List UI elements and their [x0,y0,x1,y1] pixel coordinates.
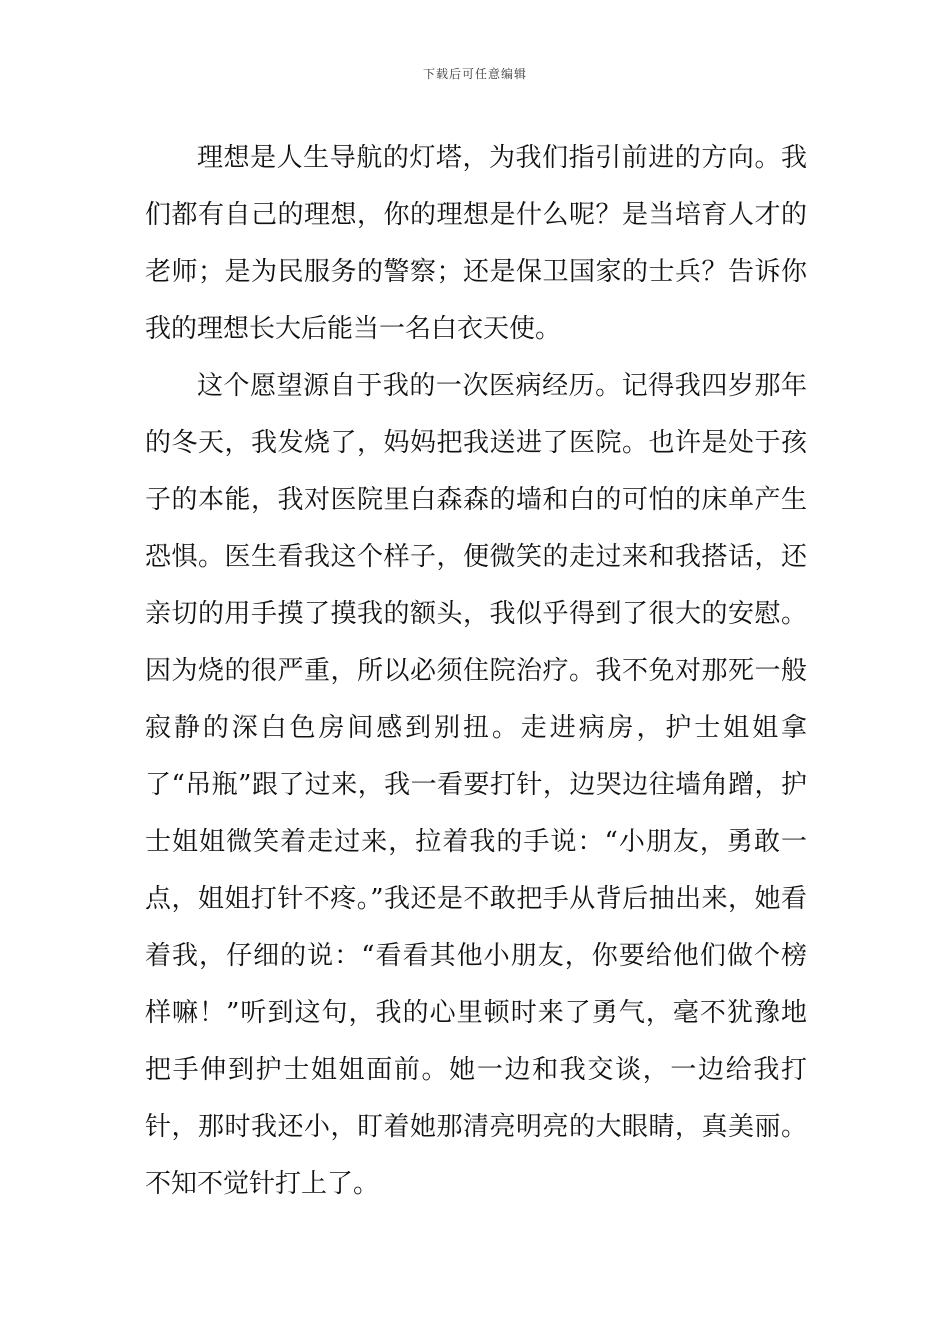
paragraph-2: 这个愿望源自于我的一次医病经历。记得我四岁那年的冬天，我发烧了，妈妈把我送进了医院。也许是处于孩子的本能，我对医院里白森森的墙和白的可怕的床单产生恐惧。医生看我这个样子，便微笑的走过来和我搭话，还亲切的用手摸了摸我的额头，我似乎得到了很大的安慰。因为烧的很严重，所以必须住院治疗。我不免对那死一般寂静的深白色房间感到别扭。走进病房，护士姐姐拿了“吊瓶”跟了过来，我一看要打针，边哭边往墙角蹭，护士姐姐微笑着走过来，拉着我的手说：“小朋友，勇敢一点，姐姐打针不疼。”我还是不敢把手从背后抽出来，她看着我，仔细的说：“看看其他小朋友，你要给他们做个榜样嘛！”听到这句，我的心里顿时来了勇气，毫不犹豫地把手伸到护士姐姐面前。她一边和我交谈，一边给我打针，那时我还小，盯着她那清亮明亮的大眼睛，真美丽。不知不觉针打上了。 [145,371,807,1199]
document-body [145,130,807,1213]
page-header: 下载后可任意编辑 [422,67,527,81]
paragraph-1: 理想是人生导航的灯塔，为我们指引前进的方向。我们都有自己的理想，你的理想是什么呢？是当培育人才的老师；是为民服务的警察；还是保卫国家的士兵？告诉你我的理想长大后能当一名白衣天使。 [145,143,807,344]
